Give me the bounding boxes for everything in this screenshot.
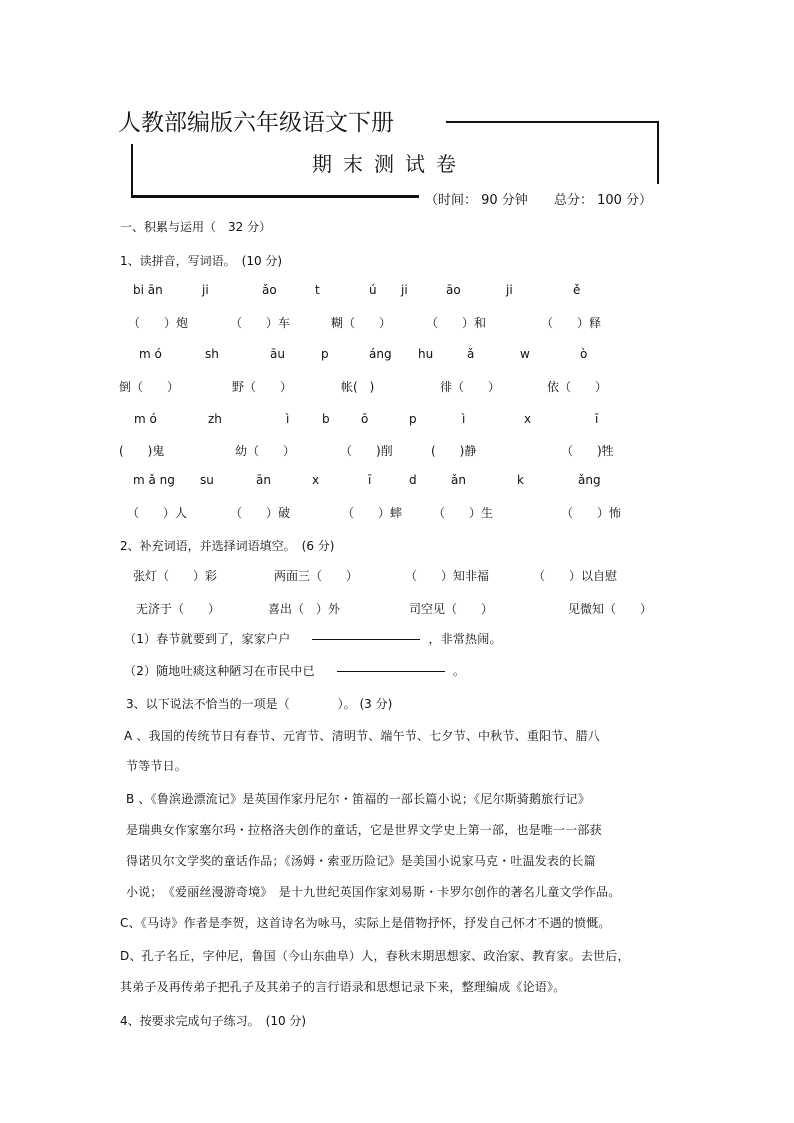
idiom-blank: （ ）知非福 xyxy=(405,569,490,583)
sentence-text: （2）随地吐痰这种陋习在市民中已 xyxy=(124,664,315,678)
pinyin-syllable: ǎo xyxy=(262,283,277,297)
header-bottom-rule xyxy=(131,195,419,198)
question-2-heading: 2、补充词语，并选择词语填空。 (6 分) xyxy=(120,539,335,553)
word-blank: 倒（ ） xyxy=(119,380,180,394)
pinyin-syllable: āo xyxy=(446,283,461,297)
word-blank: 幼（ ） xyxy=(235,444,296,458)
fill-sentence-2 xyxy=(124,662,465,679)
exam-meta xyxy=(425,189,674,208)
pinyin-syllable: su xyxy=(200,473,214,487)
word-blank: （ ）生 xyxy=(433,506,494,520)
idiom-blank: 喜出（ ）外 xyxy=(268,602,341,616)
word-blank: 帐( ) xyxy=(341,380,375,394)
pinyin-syllable: x xyxy=(312,473,320,487)
question-1-heading: 1、读拼音，写词语。 (10 分) xyxy=(120,254,283,268)
exam-subtitle: 期末测试卷 xyxy=(312,152,467,176)
pinyin-syllable: m ó xyxy=(139,347,162,361)
pinyin-syllable: ān xyxy=(256,473,271,487)
word-blank: （ )牲 xyxy=(561,444,614,458)
pinyin-syllable: hu xyxy=(418,347,434,361)
pinyin-syllable: āu xyxy=(270,347,285,361)
idiom-blank: 无济于（ ） xyxy=(136,602,221,616)
option-line: D、孔子名丘，字仲尼，鲁国（今山东曲阜）人，春秋末期思想家、政治家、教育家。去世后， xyxy=(120,949,630,963)
pinyin-syllable: d xyxy=(409,473,417,487)
header-left-rule xyxy=(131,144,133,196)
pinyin-syllable: m ǎ ng xyxy=(133,473,175,487)
header-top-rule xyxy=(446,121,659,123)
pinyin-syllable: ě xyxy=(573,283,581,297)
pinyin-syllable: áng xyxy=(369,347,392,361)
option-line: A 、我国的传统节日有春节、元宵节、清明节、端午节、七夕节、中秋节、重阳节、腊八 xyxy=(124,729,601,743)
pinyin-syllable: t xyxy=(315,283,320,297)
option-line: 是瑞典女作家塞尔玛・拉格洛夫创作的童话，它是世界文学史上第一部，也是唯一一部获 xyxy=(126,823,602,837)
pinyin-syllable: ō xyxy=(361,412,369,426)
pinyin-syllable: ī xyxy=(595,412,599,426)
idiom-blank: 两面三（ ） xyxy=(274,569,359,583)
option-line: 小说； 《爱丽丝漫游奇境》 是十九世纪英国作家刘易斯・卡罗尔创作的著名儿童文学作品。 xyxy=(126,885,621,899)
pinyin-syllable: ǎ xyxy=(467,347,475,361)
word-blank: （ ）和 xyxy=(426,316,487,330)
pinyin-syllable: ǎng xyxy=(578,473,601,487)
question-4-heading: 4、按要求完成句子练习。 (10 分) xyxy=(120,1014,307,1028)
pinyin-syllable: sh xyxy=(205,347,219,361)
word-blank: ( )静 xyxy=(431,444,477,458)
pinyin-syllable: ǎn xyxy=(451,473,466,487)
answer-line[interactable] xyxy=(337,671,445,672)
word-blank: （ ）释 xyxy=(541,316,602,330)
word-blank: 依（ ） xyxy=(547,380,608,394)
pinyin-syllable: b xyxy=(322,412,330,426)
score-info: 总分： 100 分） xyxy=(553,193,653,208)
fill-sentence-1 xyxy=(124,630,502,647)
answer-line[interactable] xyxy=(312,639,420,640)
word-blank: 糊（ ） xyxy=(331,316,392,330)
word-blank: （ ）车 xyxy=(230,316,291,330)
pinyin-syllable: x xyxy=(524,412,532,426)
section-heading: 一、积累与运用（ 32 分） xyxy=(120,220,272,234)
pinyin-syllable: ī xyxy=(368,473,372,487)
question-3-heading: 3、以下说法不恰当的一项是（ ）。 (3 分) xyxy=(126,697,393,711)
idiom-blank: 见微知（ ） xyxy=(568,602,653,616)
pinyin-syllable: w xyxy=(520,347,530,361)
document-title: 人教部编版六年级语文下册 xyxy=(118,110,394,136)
word-blank: （ ）蟀 xyxy=(342,506,403,520)
pinyin-syllable: p xyxy=(321,347,329,361)
pinyin-syllable: bi ān xyxy=(133,283,163,297)
header-right-rule xyxy=(657,121,659,184)
pinyin-syllable: zh xyxy=(208,412,222,426)
option-line: 节等节日。 xyxy=(126,759,188,773)
sentence-text: ，非常热闹。 xyxy=(428,632,502,646)
pinyin-syllable: ji xyxy=(506,283,513,297)
word-blank: （ ）炮 xyxy=(128,316,189,330)
pinyin-syllable: ú xyxy=(369,283,377,297)
idiom-blank: （ ）以自慰 xyxy=(533,569,618,583)
sentence-text: （1）春节就要到了，家家户户 xyxy=(124,632,291,646)
idiom-blank: 司空见（ ） xyxy=(409,602,494,616)
sentence-text: 。 xyxy=(452,664,466,678)
word-blank: （ ）破 xyxy=(230,506,291,520)
pinyin-syllable: p xyxy=(409,412,417,426)
pinyin-syllable: ì xyxy=(286,412,290,426)
word-blank: （ )削 xyxy=(340,444,393,458)
pinyin-syllable: k xyxy=(517,473,524,487)
word-blank: ( )鬼 xyxy=(119,444,165,458)
word-blank: （ ）怖 xyxy=(561,506,622,520)
pinyin-syllable: ji xyxy=(202,283,209,297)
idiom-blank: 张灯（ ）彩 xyxy=(133,569,218,583)
option-line: B 、《鲁滨逊漂流记》是英国作家丹尼尔・笛福的一部长篇小说；《尼尔斯骑鹅旅行记》 xyxy=(126,792,591,806)
pinyin-syllable: ì xyxy=(462,412,466,426)
option-line: 其弟子及再传弟子把孔子及其弟子的言行语录和思想记录下来，整理编成《论语》。 xyxy=(120,980,566,994)
pinyin-syllable: m ó xyxy=(134,412,157,426)
time-info: （时间： 90 分钟 xyxy=(425,193,528,208)
pinyin-syllable: ji xyxy=(401,283,408,297)
option-line: 得诺贝尔文学奖的童话作品；《汤姆・索亚历险记》是美国小说家马克・吐温发表的长篇 xyxy=(126,854,596,868)
pinyin-syllable: ò xyxy=(580,347,588,361)
word-blank: （ ）人 xyxy=(127,506,188,520)
option-line: C、《马诗》作者是李贺，这首诗名为咏马，实际上是借物抒怀，抒发自己怀才不遇的愤慨。 xyxy=(120,916,611,930)
word-blank: 野（ ） xyxy=(232,380,293,394)
word-blank: 徘（ ） xyxy=(440,380,501,394)
